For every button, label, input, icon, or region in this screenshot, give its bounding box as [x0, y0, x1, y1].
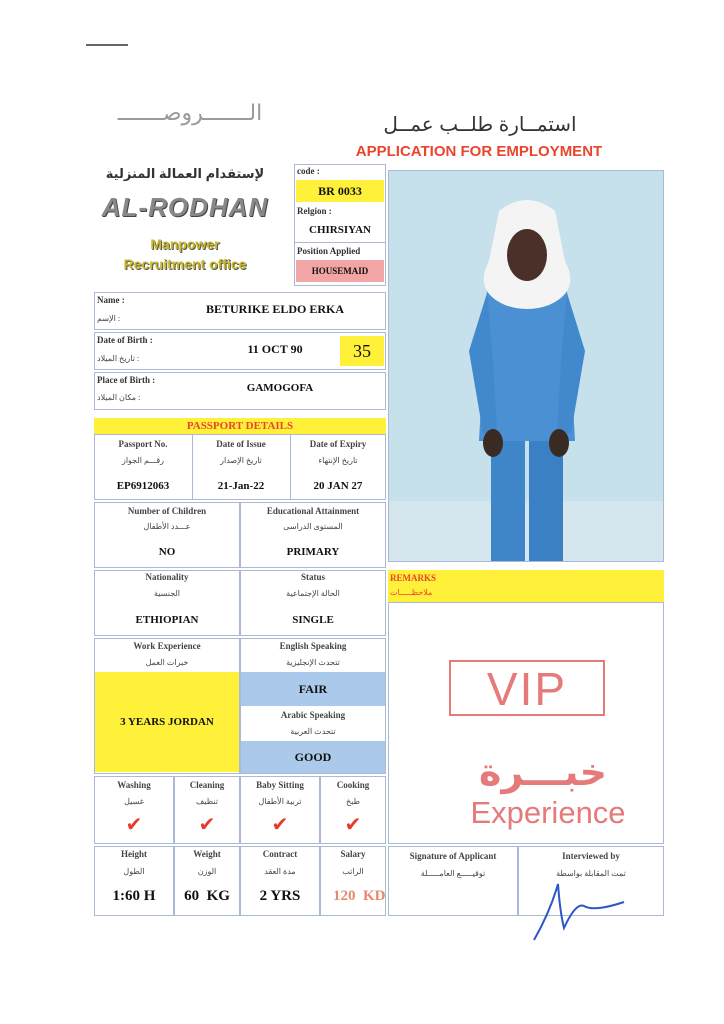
name-label-ar: الإسم : [97, 314, 121, 323]
interviewer-signature [524, 872, 634, 944]
scan-mark [86, 44, 128, 46]
salary-label-ar: الراتب [342, 867, 364, 876]
arabic-value: GOOD [241, 741, 385, 773]
height-label-ar: الطول [123, 867, 145, 876]
agency-arabic-name: الـــــــروصـــــــ [117, 100, 263, 125]
expiry-label-ar: تاريخ الإنتهاء [318, 456, 358, 465]
expiry-value: 20 JAN 27 [313, 480, 363, 492]
agency-line2: Recruitment office [123, 256, 247, 272]
nationality-label: Nationality [145, 572, 189, 582]
agency-logo-name: AL-RODHAN [101, 192, 269, 222]
signature-label-ar: توقيـــــع العامـــــلة [420, 869, 486, 878]
english-label: English Speaking [279, 641, 347, 651]
check-icon: ✔ [125, 812, 143, 836]
passport-no-label-ar: رقـــم الجواز [121, 456, 165, 465]
age-badge: 35 [340, 336, 384, 366]
english-label-ar: تتحدث الإنجليزية [286, 658, 340, 667]
name-label: Name : [97, 295, 125, 305]
interviewed-label-ar: تمت المقابلة بواسطة [556, 869, 626, 878]
issue-label: Date of Issue [216, 439, 266, 449]
dob-value: 11 OCT 90 [247, 342, 303, 356]
pob-label: Place of Birth : [97, 375, 156, 385]
contract-label-ar: مدة العقد [264, 867, 296, 876]
contract-label: Contract [262, 849, 298, 859]
nationality-label-ar: الجنسية [153, 589, 181, 598]
name-value: BETURIKE ELDO ERKA [205, 302, 345, 316]
code-label: code : [297, 166, 320, 176]
status-label: Status [300, 572, 325, 582]
religion-value: CHIRSIYAN [309, 224, 371, 236]
passport-no: EP6912063 [116, 480, 170, 492]
position-label: Position Applied [297, 246, 361, 256]
arabic-label-ar: تتحدث العربية [290, 727, 336, 736]
vip-stamp: VIP [449, 660, 605, 716]
status-label-ar: الحالة الإجتماعية [286, 589, 340, 598]
applicant-photo [388, 170, 664, 562]
salary-value: 120 KD [333, 888, 386, 904]
education-label: Educational Attainment [266, 506, 360, 516]
divider [294, 242, 386, 243]
form-title: APPLICATION FOR EMPLOYMENT [355, 143, 603, 160]
weight-label: Weight [193, 849, 221, 859]
work-value: 3 YEARS JORDAN [95, 672, 239, 772]
english-value: FAIR [241, 672, 385, 706]
passport-no-label: Passport No. [118, 439, 168, 449]
status-value: SINGLE [292, 614, 334, 626]
check-icon: ✔ [344, 812, 362, 836]
check-icon: ✔ [271, 812, 289, 836]
height-value: 1:60 H [112, 888, 156, 904]
skill-cooking-label-ar: طبخ [346, 797, 360, 806]
pob-value: GAMOGOFA [246, 382, 314, 394]
dob-label-ar: تاريخ الميلاد : [97, 354, 140, 363]
religion-label: Relgion : [297, 206, 332, 216]
agency-line1: Manpower [150, 236, 220, 252]
agency-arabic-sub: لإستقدام العمالة المنزلية [105, 166, 265, 181]
work-label: Work Experience [133, 641, 201, 651]
skill-cooking-label: Cooking [336, 780, 370, 790]
passport-title: PASSPORT DETAILS [94, 418, 386, 434]
weight-value: 60 KG [184, 888, 230, 904]
pob-label-ar: مكان الميلاد : [97, 393, 141, 402]
contract-value: 2 YRS [259, 888, 301, 904]
skill-washing-label: Washing [117, 780, 151, 790]
skill-babysitting-label: Baby Sitting [256, 780, 304, 790]
arabic-form-title: استمــارة طلــب عمــل [383, 114, 577, 136]
education-value: PRIMARY [286, 546, 340, 558]
nationality-value: ETHIOPIAN [135, 614, 199, 626]
remarks-label: REMARKS [390, 573, 437, 583]
skill-cleaning-label-ar: تنظيف [196, 797, 218, 806]
children-value: NO [158, 546, 176, 558]
expiry-label: Date of Expiry [309, 439, 367, 449]
children-label: Number of Children [127, 506, 207, 516]
arabic-label: Arabic Speaking [280, 710, 346, 720]
education-label-ar: المستوى الدراسى [283, 522, 343, 531]
interviewed-label: Interviewed by [562, 851, 620, 861]
signature-label: Signature of Applicant [409, 851, 497, 861]
height-label: Height [121, 849, 147, 859]
skill-babysitting-label-ar: تربية الأطفال [258, 797, 302, 806]
skill-cleaning-label: Cleaning [189, 780, 225, 790]
experience-stamp: Experience [470, 795, 626, 830]
check-icon: ✔ [198, 812, 216, 836]
position-value: HOUSEMAID [296, 260, 384, 282]
dob-label: Date of Birth : [97, 335, 153, 345]
code-value: BR 0033 [296, 180, 384, 202]
skill-washing-label-ar: غسيل [124, 797, 144, 806]
salary-label: Salary [340, 849, 366, 859]
experience-stamp-ar: خبـــرة [479, 752, 607, 794]
issue-label-ar: تاريخ الإصدار [220, 456, 262, 465]
issue-value: 21-Jan-22 [217, 480, 265, 492]
remarks-label-ar: ملاحظـــــات [390, 588, 433, 597]
weight-label-ar: الوزن [197, 867, 217, 876]
work-label-ar: خبرات العمل [145, 658, 189, 667]
children-label-ar: عـــدد الأطفال [143, 522, 191, 531]
